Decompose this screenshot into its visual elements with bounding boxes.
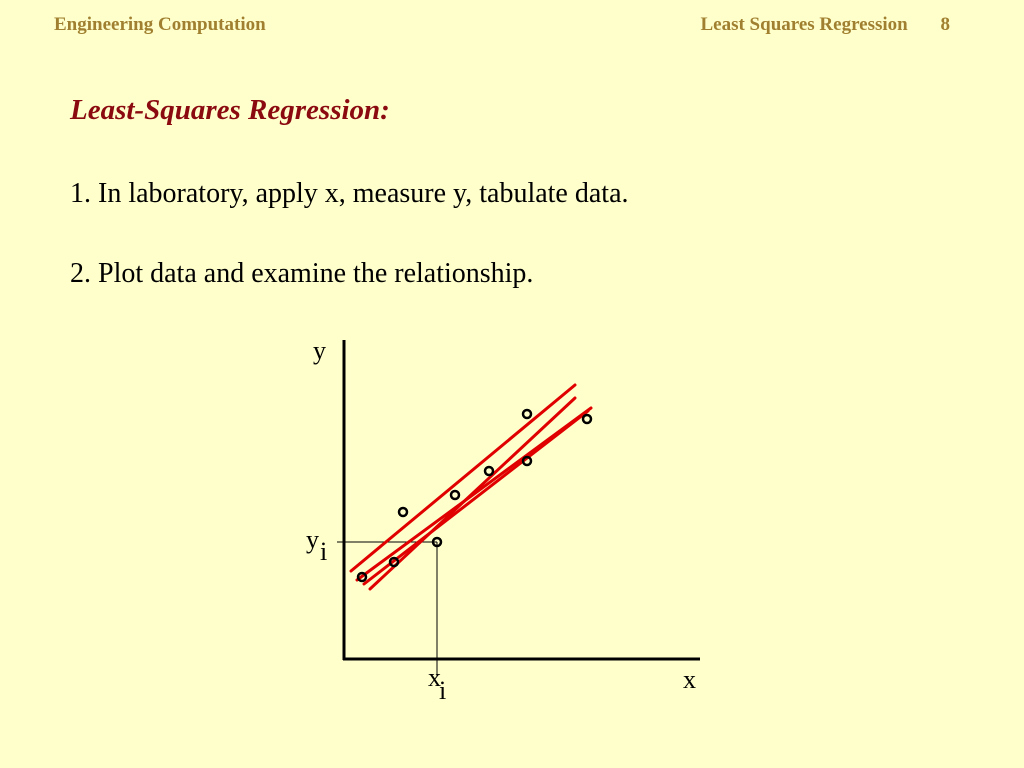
x-axis-label: x [683,665,696,694]
fit-line [364,411,588,584]
data-point [451,491,459,499]
xi-label: x [428,663,441,692]
y-axis-label: y [313,336,326,365]
step-1: 1. In laboratory, apply x, measure y, tabulate data. [70,178,629,209]
yi-label: y [306,525,319,554]
data-point [583,415,591,423]
slide-title: Least-Squares Regression: [70,94,390,126]
data-point [399,508,407,516]
fit-line [370,398,575,589]
fit-line [351,385,575,571]
data-point [485,467,493,475]
yi-subscript: i [320,537,328,566]
step-2: 2. Plot data and examine the relationship. [70,258,534,289]
course-title: Engineering Computation [54,14,266,35]
section-title: Least Squares Regression [700,14,908,35]
page-number: 8 [940,14,950,35]
data-point [523,410,531,418]
xi-subscript: i [439,676,447,705]
data-point [523,457,531,465]
